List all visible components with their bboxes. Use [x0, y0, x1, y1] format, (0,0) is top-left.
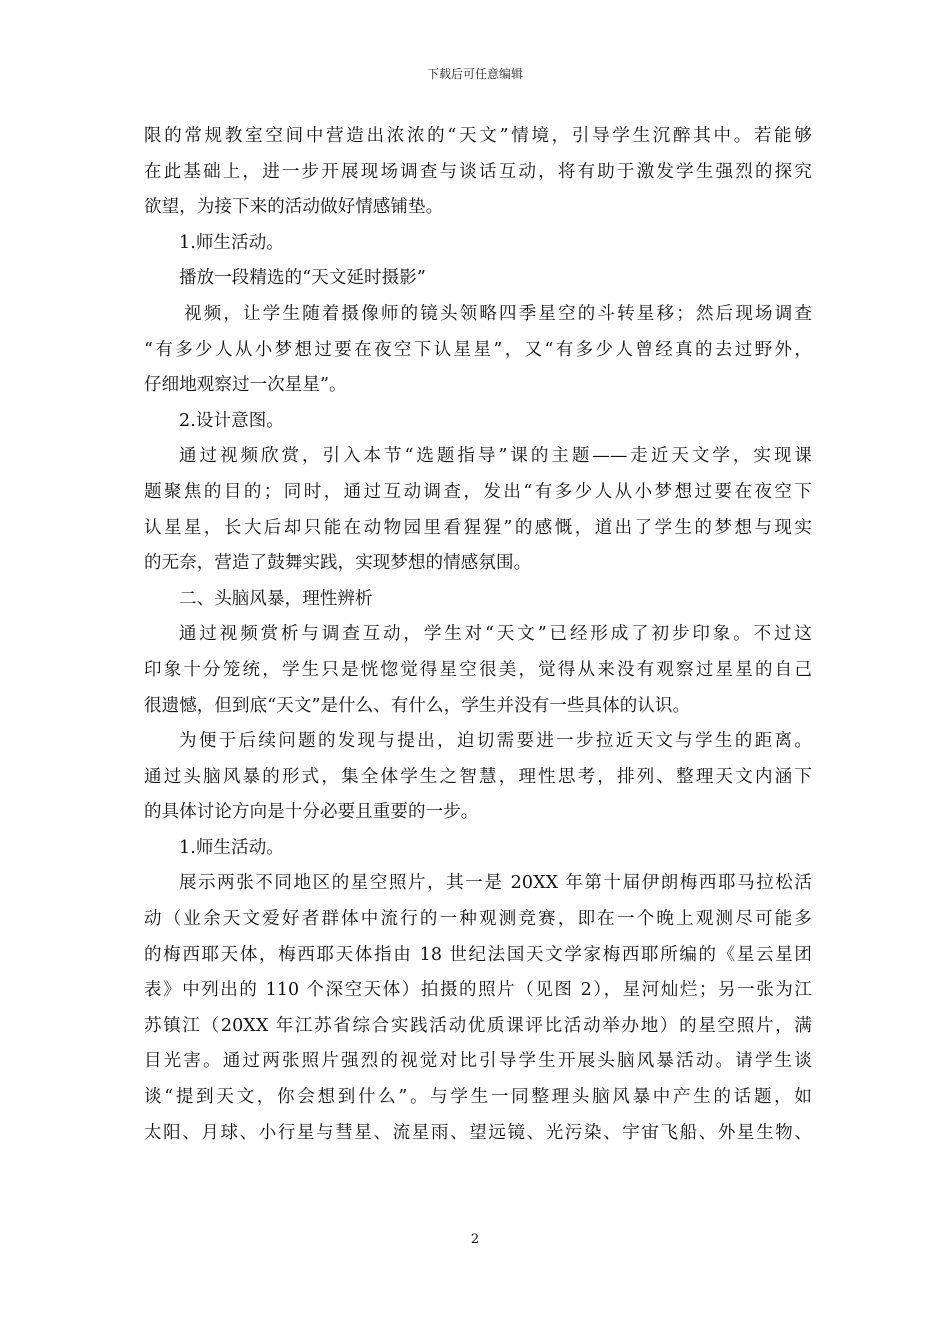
page-header: 下载后可任意编辑: [426, 67, 523, 81]
text-line: 展示两张不同地区的星空照片，其一是 20XX 年第十届伊朗梅西耶马拉松活: [179, 873, 812, 894]
text-line: “有多少人从小梦想过要在夜空下认星星”，又“有多少人曾经真的去过野外，: [144, 339, 812, 360]
text-line: 欲望，为接下来的活动做好情感铺垫。: [144, 197, 444, 218]
text-line: 印象十分笼统，学生只是恍惚觉得星空很美，觉得从来没有观察过星星的自己: [144, 659, 812, 680]
text-line: 仔细地观察过一次星星”。: [144, 375, 347, 396]
section-label: 1.师生活动。: [179, 837, 284, 858]
section-label: 2.设计意图。: [179, 410, 284, 431]
text-line: 谈“提到天文，你会想到什么”。与学生一同整理头脑风暴中产生的话题，如: [144, 1087, 812, 1108]
text-line: 的具体讨论方向是十分必要且重要的一步。: [144, 802, 479, 823]
text-line: 动（业余天文爱好者群体中流行的一种观测竞赛，即在一个晚上观测尽可能多: [144, 909, 812, 930]
text-line: 太阳、月球、小行星与彗星、流星雨、望远镜、光污染、宇宙飞船、外星生物、: [144, 1122, 812, 1143]
text-line: 认星星，长大后却只能在动物园里看猩猩”的感慨，道出了学生的梦想与现实: [144, 517, 812, 538]
text-line: 限的常规教室空间中营造出浓浓的“天文”情境，引导学生沉醉其中。若能够: [144, 126, 812, 146]
text-line: 播放一段精选的“天文延时摄影”: [179, 268, 426, 289]
text-line: 通过视频赏析与调查互动，学生对“天文”已经形成了初步印象。不过这: [179, 624, 812, 645]
text-line: 在此基础上，进一步开展现场调查与谈话互动，将有助于激发学生强烈的探究: [144, 161, 812, 182]
text-line: 为便于后续问题的发现与提出，迫切需要进一步拉近天文与学生的距离。: [179, 731, 812, 752]
text-line: 苏镇江（20XX 年江苏省综合实践活动优质课评比活动举办地）的星空照片，满: [144, 1015, 812, 1036]
text-line: 视频，让学生随着摄像师的镜头领略四季星空的斗转星移；然后现场调查: [184, 303, 812, 324]
document-body: [144, 119, 812, 1151]
text-line: 题聚焦的目的；同时，通过互动调查，发出“有多少人从小梦想过要在夜空下: [144, 481, 812, 502]
text-line: 目光害。通过两张照片强烈的视觉对比引导学生开展头脑风暴活动。请学生谈: [144, 1051, 812, 1072]
text-line: 通过视频欣赏，引入本节“选题指导”课的主题——走近天文学，实现课: [179, 446, 812, 467]
text-line: 的无奈，营造了鼓舞实践，实现梦想的情感氛围。: [144, 553, 532, 574]
text-line: 很遗憾，但到底“天文”是什么、有什么，学生并没有一些具体的认识。: [144, 695, 691, 716]
section-heading: 二、头脑风暴，理性辨析: [179, 588, 373, 609]
page-number: 2: [470, 1232, 480, 1247]
section-label: 1.师生活动。: [179, 232, 284, 253]
text-line: 的梅西耶天体，梅西耶天体指由 18 世纪法国天文学家梅西耶所编的《星云星团: [144, 944, 812, 965]
text-line: 通过头脑风暴的形式，集全体学生之智慧，理性思考，排列、整理天文内涵下: [144, 766, 812, 787]
text-line: 表》中列出的 110 个深空天体）拍摄的照片（见图 2），星河灿烂；另一张为江: [144, 980, 812, 1001]
